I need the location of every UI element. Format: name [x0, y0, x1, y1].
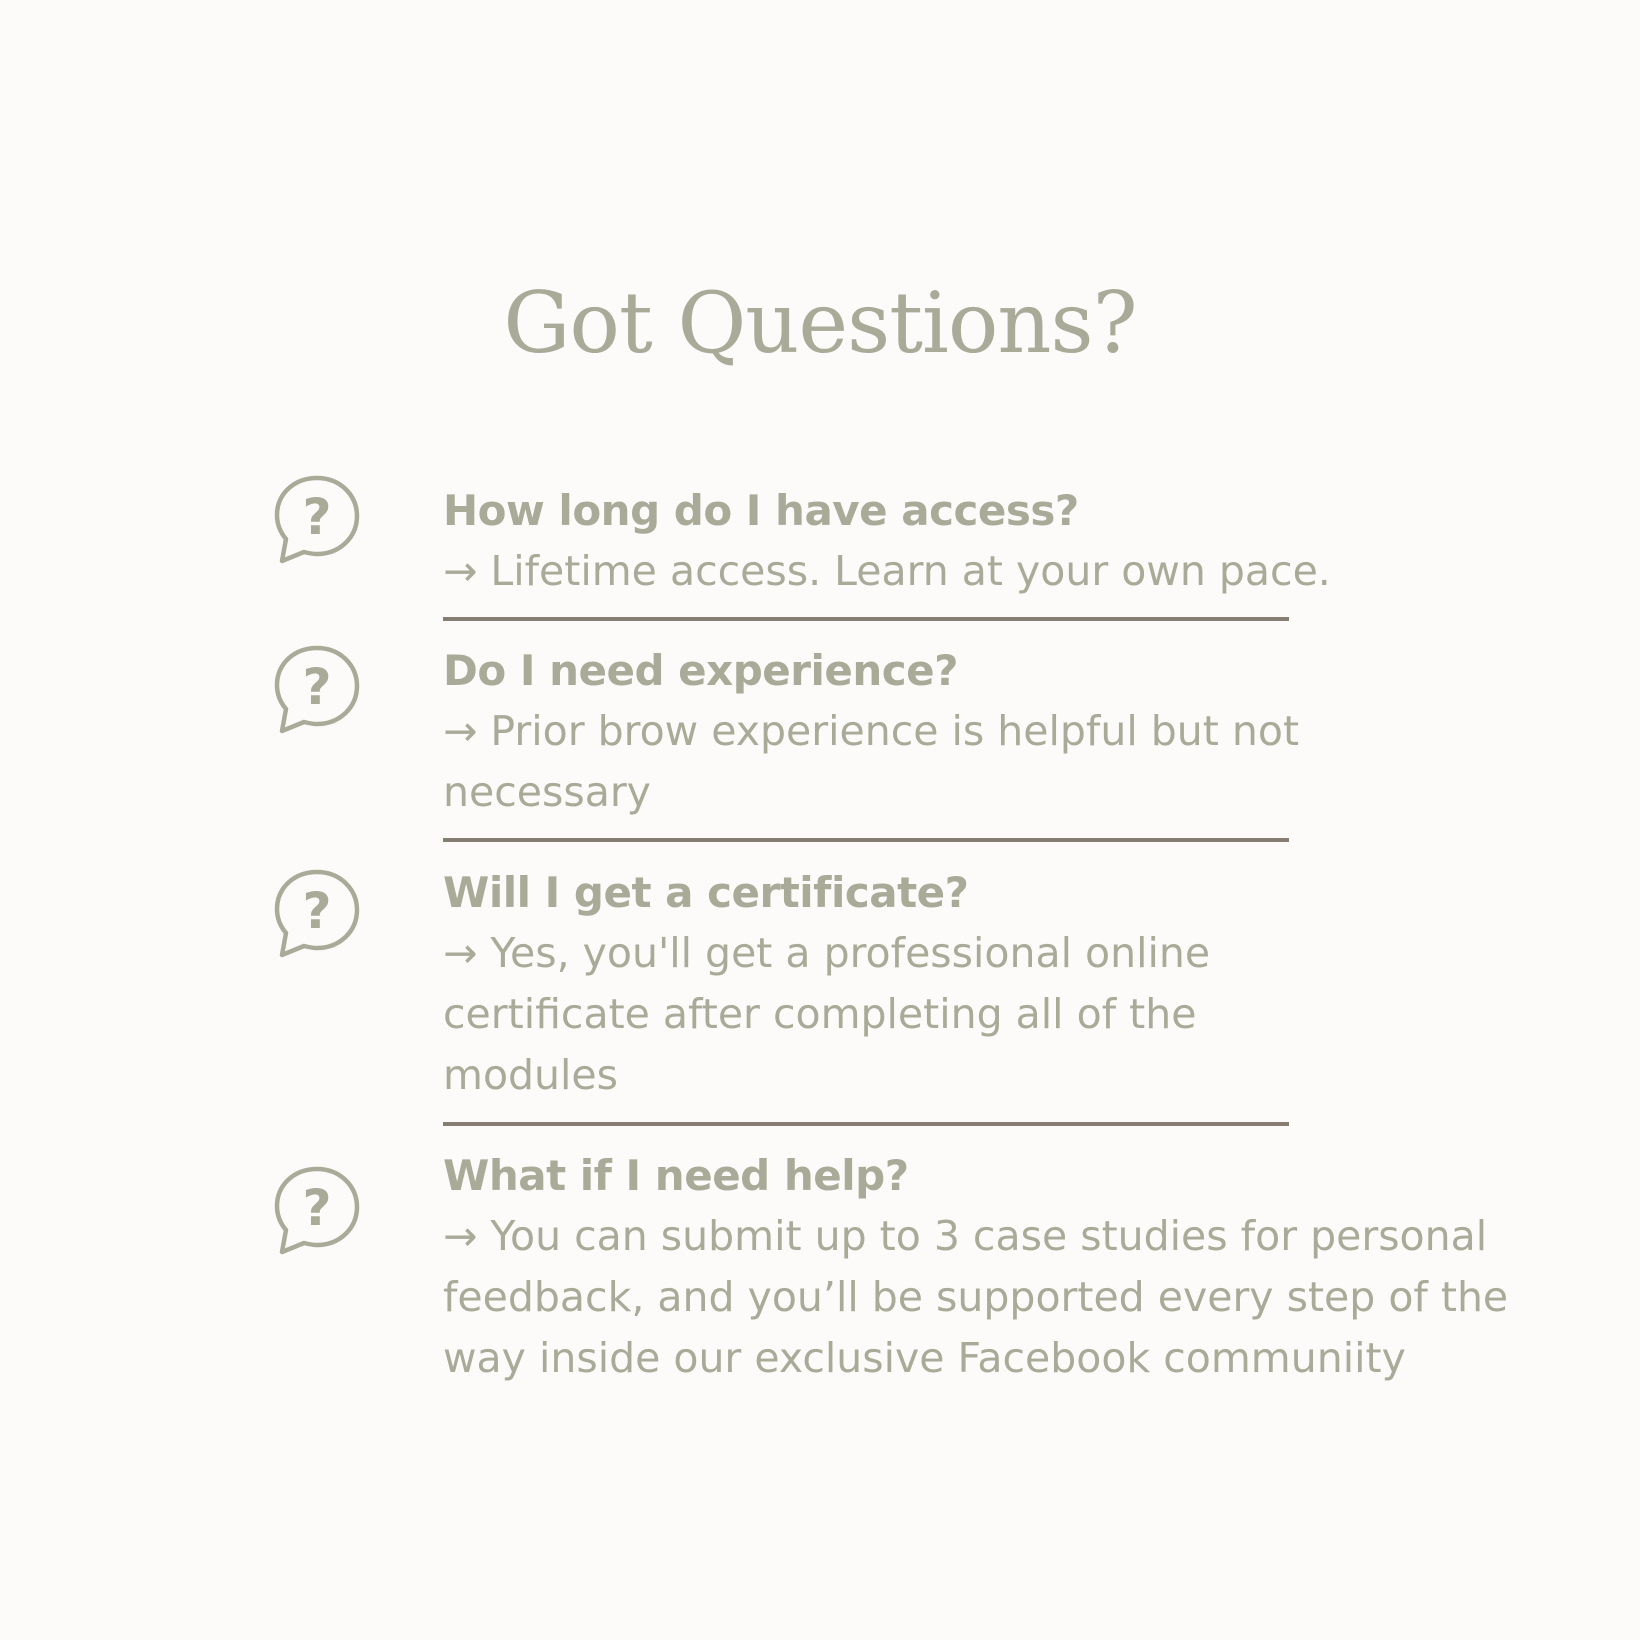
page-title: Got Questions? [503, 274, 1137, 372]
faq-divider [443, 1122, 1289, 1126]
faq-answer: → Yes, you'll get a professional online certificate after completing all of the modules [443, 929, 1211, 1099]
faq-question: Will I get a certificate? [443, 868, 969, 917]
question-bubble-icon [270, 642, 364, 736]
svg-text:?: ? [302, 1179, 332, 1237]
faq-answer: → Lifetime access. Learn at your own pace. [443, 547, 1331, 595]
question-bubble-icon [270, 866, 364, 960]
question-bubble-icon [270, 1163, 364, 1257]
svg-text:?: ? [302, 882, 332, 940]
faq-question: How long do I have access? [443, 486, 1079, 535]
faq-divider [443, 617, 1289, 621]
question-bubble-icon [270, 472, 364, 566]
svg-text:?: ? [302, 658, 332, 716]
svg-text:?: ? [302, 488, 332, 546]
faq-answer: → You can submit up to 3 case studies for personal feedback, and you’ll be supported every step of the way inside our exclusive Facebook communiity [443, 1212, 1509, 1382]
faq-divider [443, 838, 1289, 842]
faq-question: What if I need help? [443, 1151, 909, 1200]
faq-question: Do I need experience? [443, 646, 959, 695]
faq-answer: → Prior brow experience is helpful but not necessary [443, 707, 1300, 816]
